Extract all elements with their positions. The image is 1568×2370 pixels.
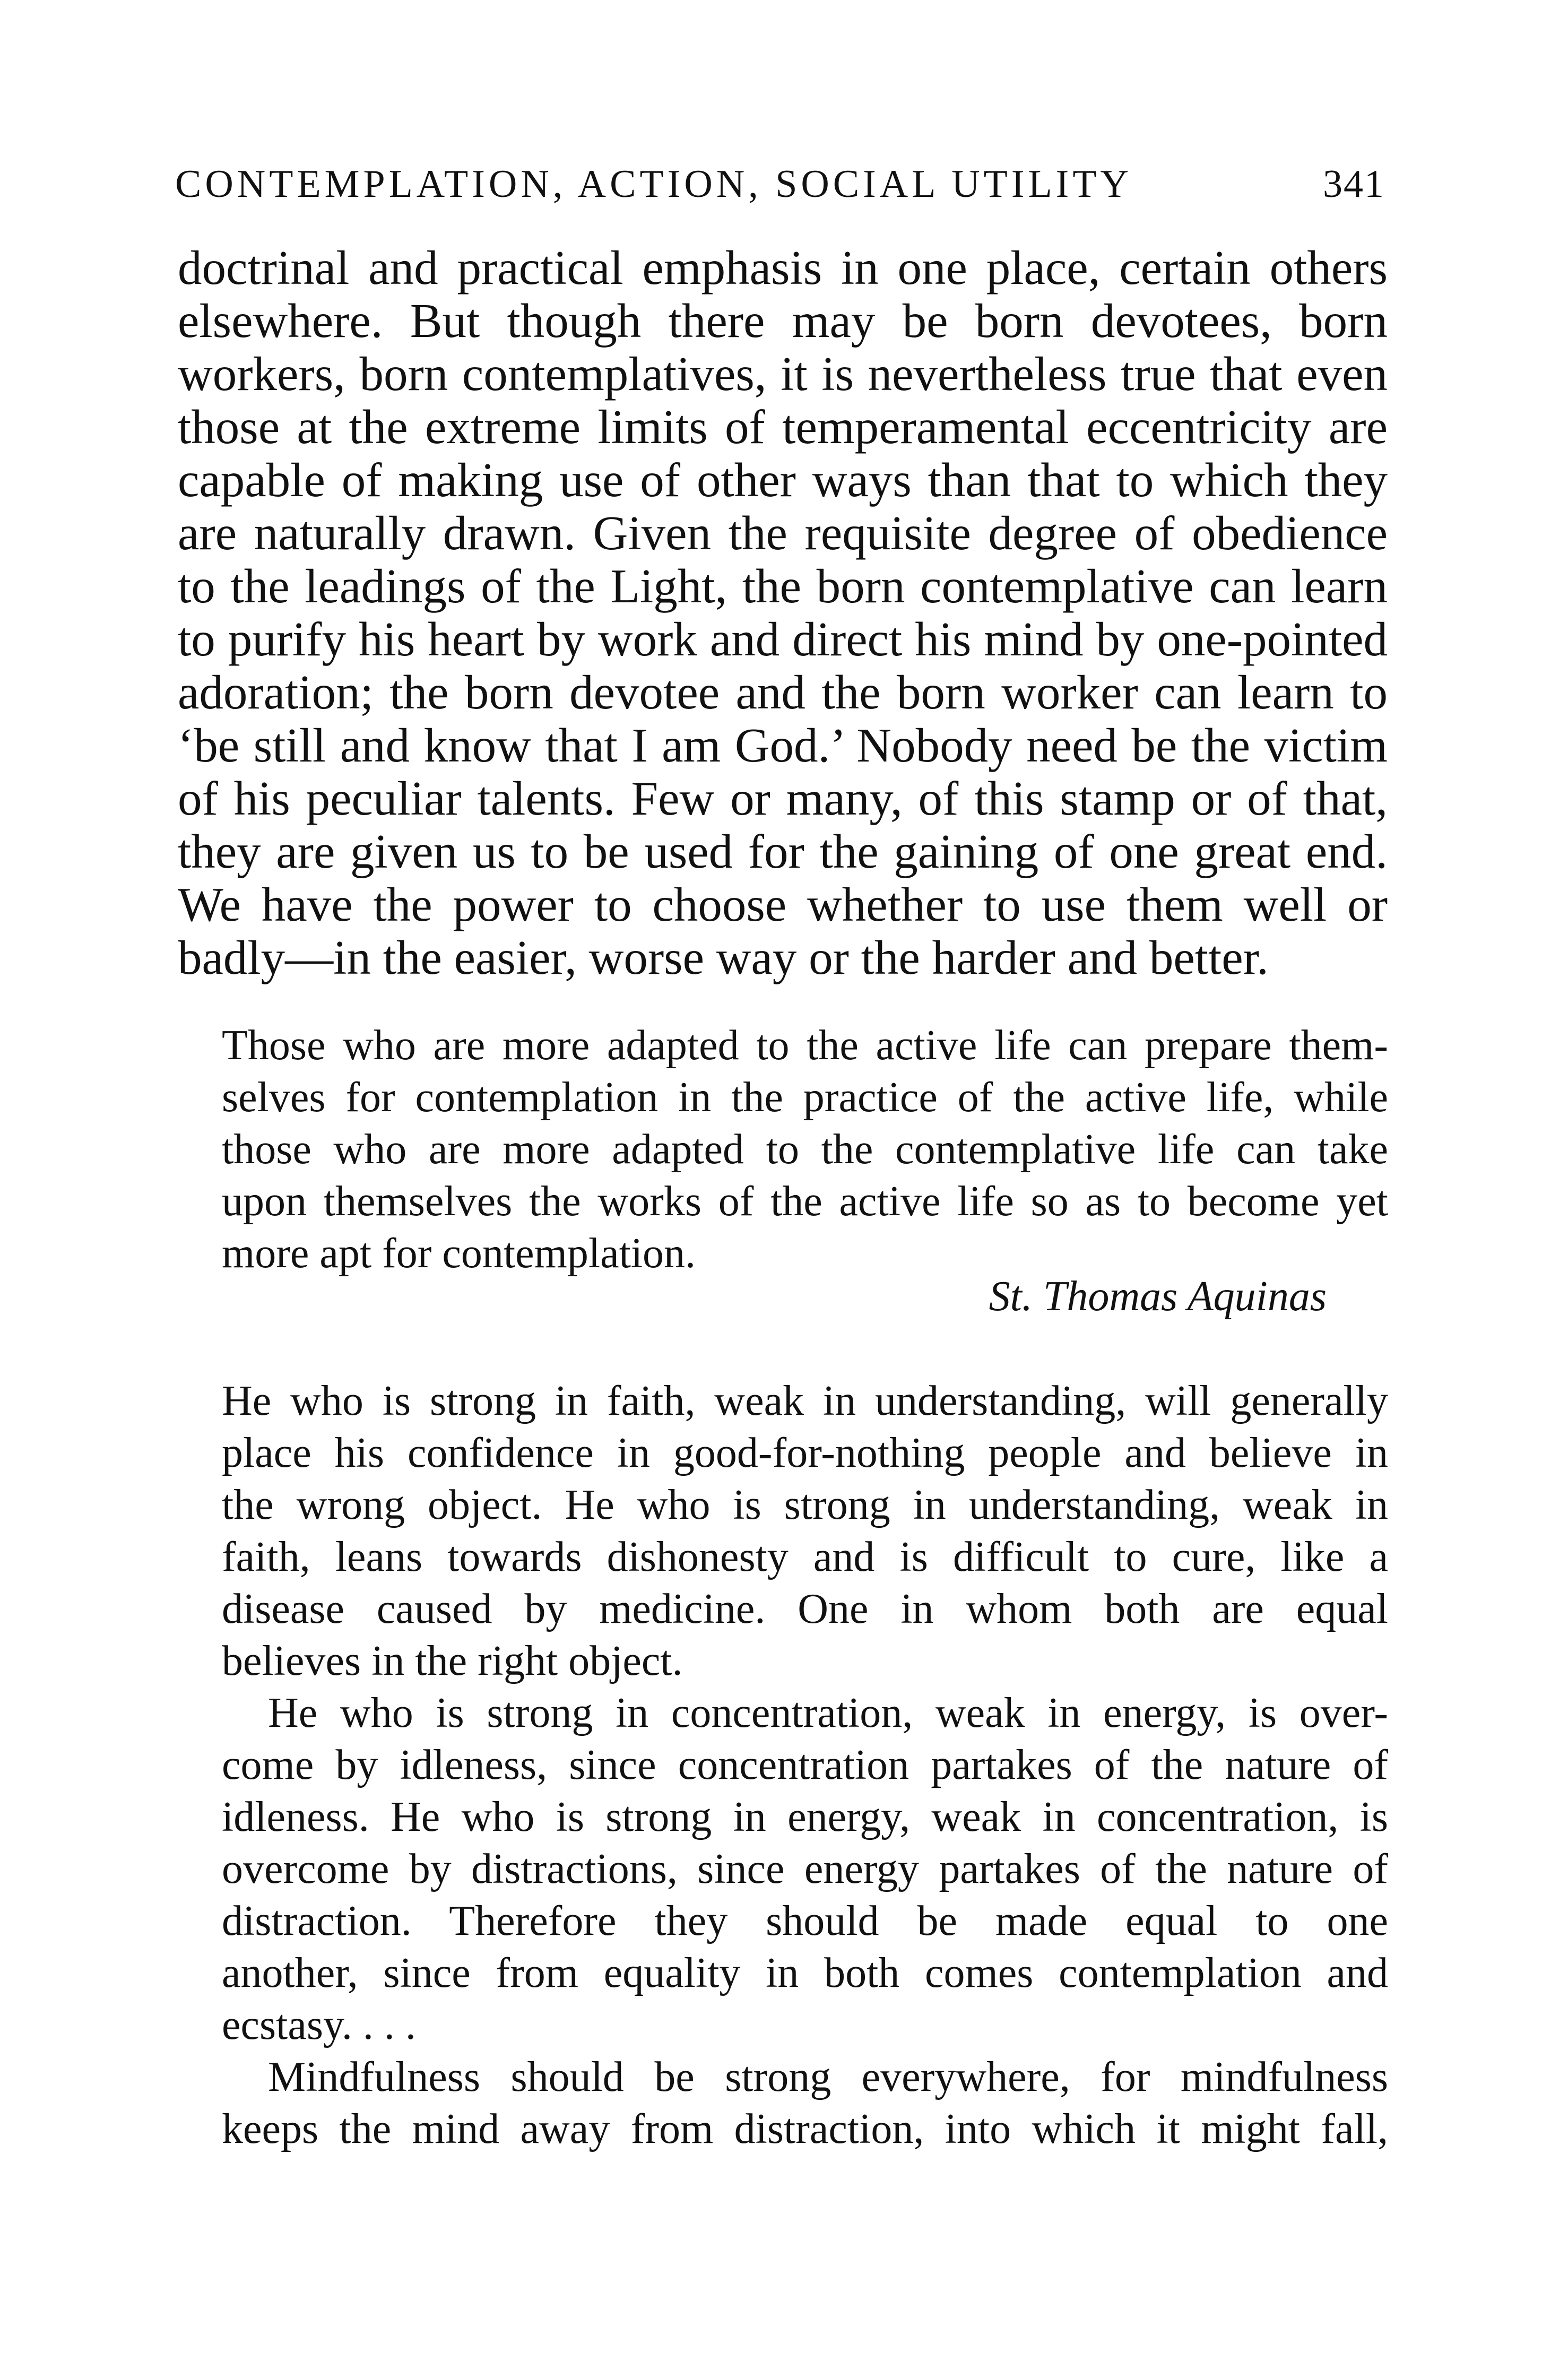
body-line: they are given us to be used for the gaining of one great end. [178,825,1388,878]
body-line: elsewhere. But though there may be born devotees, born [178,295,1388,348]
quote-line: Those who are more adapted to the active life can prepare them- [222,1022,1388,1069]
quote-line: those who are more adapted to the contemplative life can take [222,1126,1388,1173]
body-line: doctrinal and practical emphasis in one place, certain others [178,241,1388,295]
quote-line: the wrong object. He who is strong in understanding, weak in [222,1482,1388,1528]
body-line: of his peculiar talents. Few or many, of this stamp or of that, [178,772,1388,825]
body-line: those at the extreme limits of temperamental eccentricity are [178,401,1388,454]
page-number: 341 [1323,162,1385,206]
quote-line: Mindfulness should be strong everywhere, for mindfulness [268,2054,1388,2100]
body-line: capable of making use of other ways than that to which they [178,454,1388,507]
quote-line: keeps the mind away from distraction, into which it might fall, [222,2106,1388,2152]
quote-line: place his confidence in good-for-nothing people and believe in [222,1430,1388,1476]
quote-line: come by idleness, since concentration partakes of the nature of [222,1742,1388,1788]
quote-line: faith, leans towards dishonesty and is difficult to cure, like a [222,1534,1388,1580]
quote-line: ecstasy. . . . [222,2002,416,2048]
quote-line: distraction. Therefore they should be made equal to one [222,1898,1388,1944]
quote-line: overcome by distractions, since energy partakes of the nature of [222,1846,1388,1892]
body-line: to purify his heart by work and direct his mind by one-pointed [178,613,1388,666]
quote-attribution: St. Thomas Aquinas [989,1273,1327,1320]
quote-line: idleness. He who is strong in energy, weak in concentration, is [222,1794,1388,1840]
body-line: ‘be still and know that I am God.’ Nobody need be the victim [178,719,1388,772]
body-line: badly—in the easier, worse way or the harder and better. [178,931,1269,984]
quote-line: He who is strong in faith, weak in understanding, will generally [222,1378,1388,1424]
body-line: to the leadings of the Light, the born contemplative can learn [178,560,1388,613]
quote-line: disease caused by medicine. One in whom both are equal [222,1586,1388,1632]
quote-line: more apt for contemplation. [222,1230,696,1277]
quote-line: upon themselves the works of the active life so as to become yet [222,1178,1388,1225]
body-line: We have the power to choose whether to use them well or [178,878,1388,931]
quote-line: selves for contemplation in the practice of the active life, while [222,1074,1388,1121]
body-line: workers, born contemplatives, it is nevertheless true that even [178,348,1388,401]
quote-line: another, since from equality in both comes contemplation and [222,1950,1388,1996]
quote-line: He who is strong in concentration, weak in energy, is over- [268,1690,1388,1736]
body-line: are naturally drawn. Given the requisite degree of obedience [178,507,1388,560]
body-line: adoration; the born devotee and the born worker can learn to [178,666,1388,719]
quote-line: believes in the right object. [222,1638,683,1684]
running-head-title: CONTEMPLATION, ACTION, SOCIAL UTILITY [175,162,1132,206]
